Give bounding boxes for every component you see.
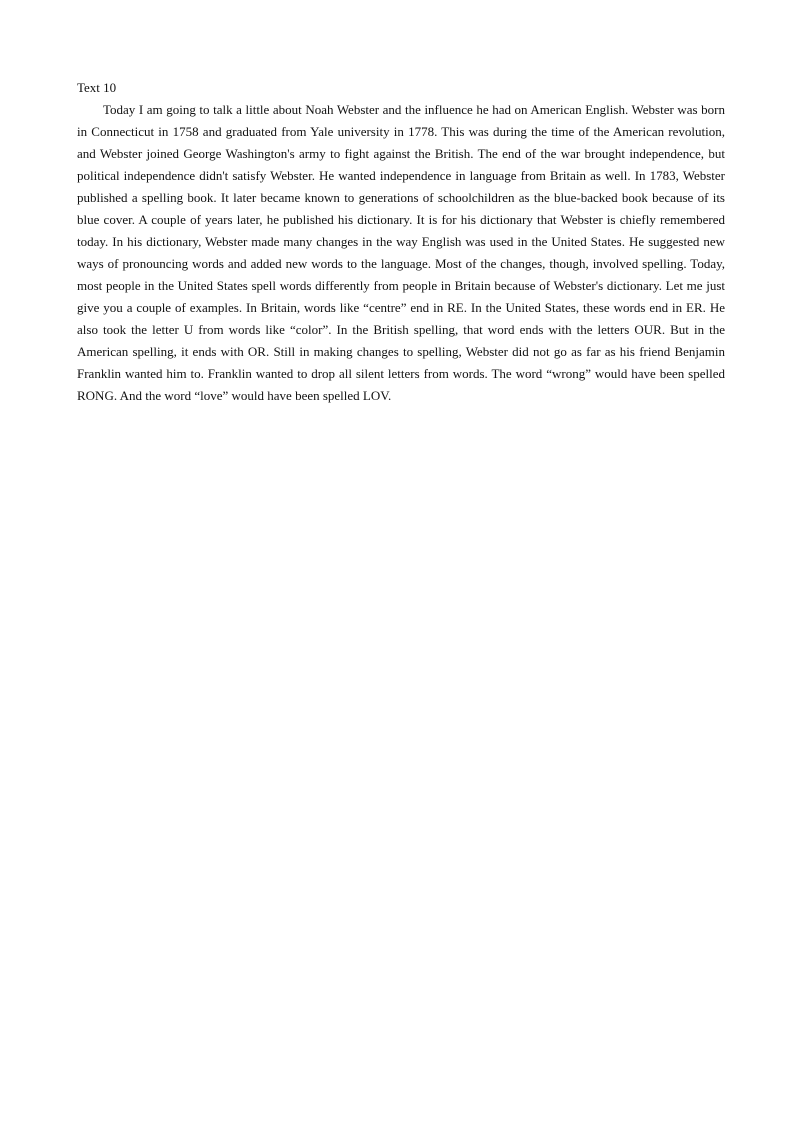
body-paragraph: Today I am going to talk a little about Noah Webster and the influence he had on American English. Webster was born in Connecticut in 1758 and graduated from Yale university in 1778. This was during the time of the American revolution, and Webster joined George Washington's army to fight against the British. The end of the war brought independence, but political independence didn't satisfy Webster. He wanted independence in language from Britain as well. In 1783, Webster published a spelling book. It later became known to generations of schoolchildren as the blue-backed book because of its blue cover. A couple of years later, he published his dictionary. It is for his dictionary that Webster is chiefly remembered today. In his dictionary, Webster made many changes in the way English was used in the United States. He suggested new ways of pronouncing words and added new words to the language. Most of the changes, though, involved spelling. Today, most people in the United States spell words differently from people in Britain because of Webster's dictionary. Let me just give you a couple of examples. In Britain, words like “centre” end in RE. In the United States, these words end in ER. He also took the letter U from words like “color”. In the British spelling, that word ends with the letters OUR. But in the American spelling, it ends with OR. Still in making changes to spelling, Webster did not go as far as his friend Benjamin Franklin wanted him to. Franklin wanted to drop all silent letters from words. The word “wrong” would have been spelled RONG. And the word “love” would have been spelled LOV.: [77, 102, 725, 403]
text-heading: Text 10: [77, 80, 117, 95]
document-page: [77, 77, 725, 407]
